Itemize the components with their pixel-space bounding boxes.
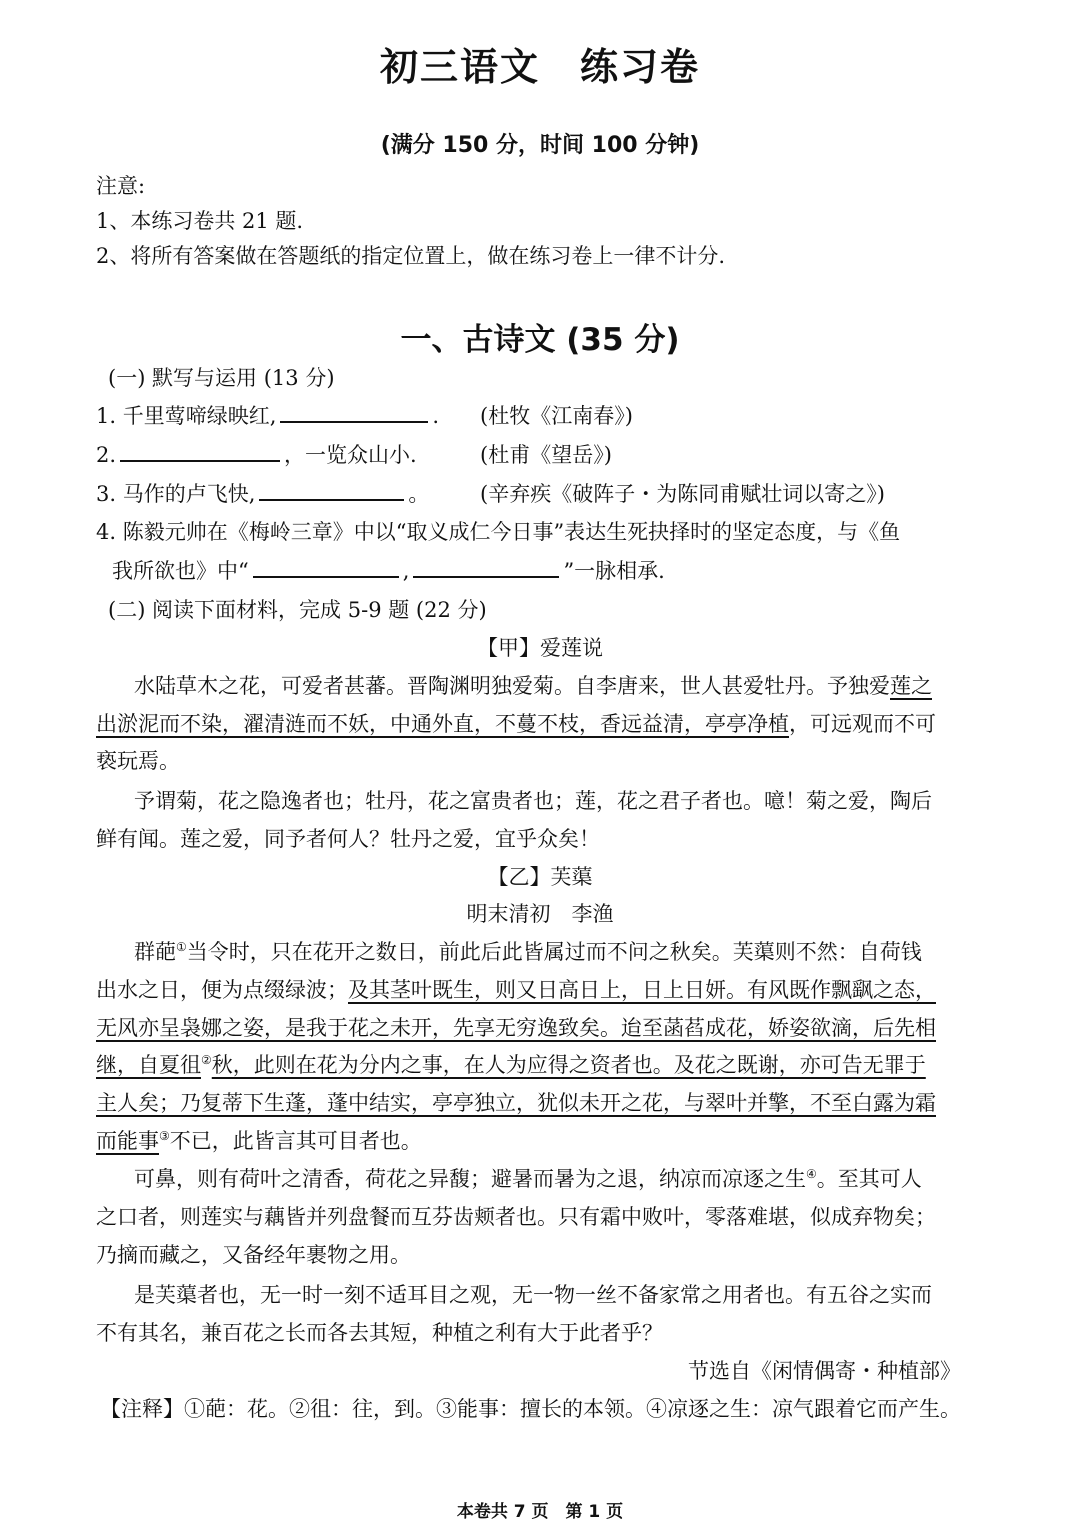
passage-text: 。至其可人 [816,1167,922,1191]
q4-prefix: 我所欲也》中“ [112,559,249,583]
underlined-text: 而能事 [96,1129,159,1153]
q4-comma: , [402,559,410,583]
passage-text: 水陆草木之花，可爱者甚蕃。晋陶渊明独爱菊。自李唐来，世人甚爱牡丹。予独爱 [134,674,890,698]
q2-source: (杜甫《望岳》) [480,443,612,467]
passage-yi-title: 【乙】芙蕖 [487,865,593,889]
question-4-line-2 [112,555,665,585]
passage-yi-line [134,1163,1014,1193]
q1-suffix: . [432,404,440,428]
footnote-marker: ① [176,940,187,954]
passage-yi-line [134,936,1014,966]
notice-item-1: 1、本练习卷共 21 题. [96,209,304,233]
underlined-text: 主人矣；乃复蒂下生蓬，蓬中结实，亭亭独立，犹似未开之花，与翠叶并擎，不至白露为霜 [96,1091,936,1115]
passage-yi-line: 之口者，则莲实与藕皆并列盘餐而互芬齿颊者也。只有霜中败叶，零落难堪，似成弃物矣； [96,1205,936,1229]
q4-answer-blank-1[interactable] [253,558,399,578]
exam-info: (满分 150 分，时间 100 分钟) [380,133,700,158]
underlined-text: 继，自夏徂 [96,1053,201,1077]
part1-heading: (一) 默写与运用 (13 分) [108,366,335,390]
passage-yi-line [96,1012,976,1042]
passage-yi-line [96,974,976,1004]
underlined-text: 出淤泥而不染，濯清涟而不妖，中通外直，不蔓不枝，香远益清，亭亭净植 [96,712,789,736]
notice-item-2: 2、将所有答案做在答题纸的指定位置上，做在练习卷上一律不计分. [96,244,726,268]
passage-jia-line: 亵玩焉。 [96,749,180,773]
passage-yi-author: 明末清初 李渔 [466,902,614,926]
underlined-text: 及其茎叶既生，则又日高日上，日上日妍。有风既作飘飖之态， [348,978,936,1002]
page-footer: 本卷共 7 页 第 1 页 [456,1502,624,1522]
footnote-marker: ④ [806,1167,817,1181]
annotations: 【注释】①葩：花。②徂：往，到。③能事：擅长的本领。④凉逐之生：凉气跟着它而产生。 [100,1397,961,1421]
passage-jia-line [134,670,1014,700]
passage-yi-line: 不有其名，兼百花之长而各去其短，种植之利有大于此者乎？ [96,1321,663,1345]
underlined-text: 秋，此则在花为分内之事，在人为应得之资者也。及花之既谢，亦可告无罪于 [211,1053,926,1077]
q3-suffix: 。 [408,482,430,506]
q2-answer-blank[interactable] [120,442,280,462]
passage-text: 当令时，只在花开之数日，前此后此皆属过而不问之秋矣。芙蕖则不然：自荷钱 [186,940,922,964]
q2-number: 2. [96,443,117,467]
footnote-marker: ② [201,1053,212,1067]
notice-label: 注意: [96,174,146,198]
passage-text: 可鼻，则有荷叶之清香，荷花之异馥；避暑而暑为之退，纳凉而凉逐之生 [134,1167,806,1191]
question-1 [96,400,439,430]
part2-heading: (二) 阅读下面材料，完成 5-9 题 (22 分) [108,598,487,622]
passage-text: 群葩 [134,940,176,964]
q3-answer-blank[interactable] [259,481,404,501]
passage-jia-title: 【甲】爱莲说 [477,636,603,660]
passage-text: 不已，此皆言其可目者也。 [169,1129,422,1153]
question-2 [96,439,417,469]
q3-text: 3. 马作的卢飞快, [96,482,256,506]
passage-jia-line [96,708,976,738]
passage-jia-line: 鲜有闻。莲之爱，同予者何人？牡丹之爱，宜乎众矣！ [96,827,600,851]
footnote-marker: ③ [159,1129,170,1143]
passage-jia-line: 予谓菊，花之隐逸者也；牡丹，花之富贵者也；莲，花之君子者也。噫！菊之爱，陶后 [134,789,932,813]
q4-suffix: ”一脉相承. [563,559,665,583]
passage-yi-line [96,1087,976,1117]
q2-text: ，一览众山小. [284,443,417,467]
passage-yi-line: 是芙蕖者也，无一时一刻不适耳目之观，无一物一丝不备家常之用者也。有五谷之实而 [134,1283,932,1307]
q3-source: (辛弃疾《破阵子・为陈同甫赋壮词以寄之》) [480,482,885,506]
passage-yi-line [96,1049,976,1079]
q1-text: 1. 千里莺啼绿映红, [96,404,277,428]
section-title: 一、古诗文 (35 分) [400,322,680,358]
q4-answer-blank-2[interactable] [413,558,559,578]
q1-answer-blank[interactable] [280,403,428,423]
passage-text: ，可远观而不可 [789,712,936,736]
passage-yi-line: 乃摘而藏之，又备经年裹物之用。 [96,1243,411,1267]
passage-yi-line [96,1125,976,1155]
question-4-line-1: 4. 陈毅元帅在《梅岭三章》中以“取义成仁今日事”表达生死抉择时的坚定态度，与《鱼 [96,520,901,544]
question-3 [96,478,429,508]
underlined-text: 无风亦呈袅娜之姿，是我于花之未开，先享无穷逸致矣。迨至菡萏成花，娇姿欲滴，后先相 [96,1016,936,1040]
page-title: 初三语文 练习卷 [379,45,700,89]
underlined-text: 莲之 [890,674,932,698]
passage-source: 节选自《闲情偶寄・种植部》 [688,1359,961,1383]
q1-source: (杜牧《江南春》) [480,404,633,428]
passage-text: 出水之日，便为点缀绿波； [96,978,348,1002]
